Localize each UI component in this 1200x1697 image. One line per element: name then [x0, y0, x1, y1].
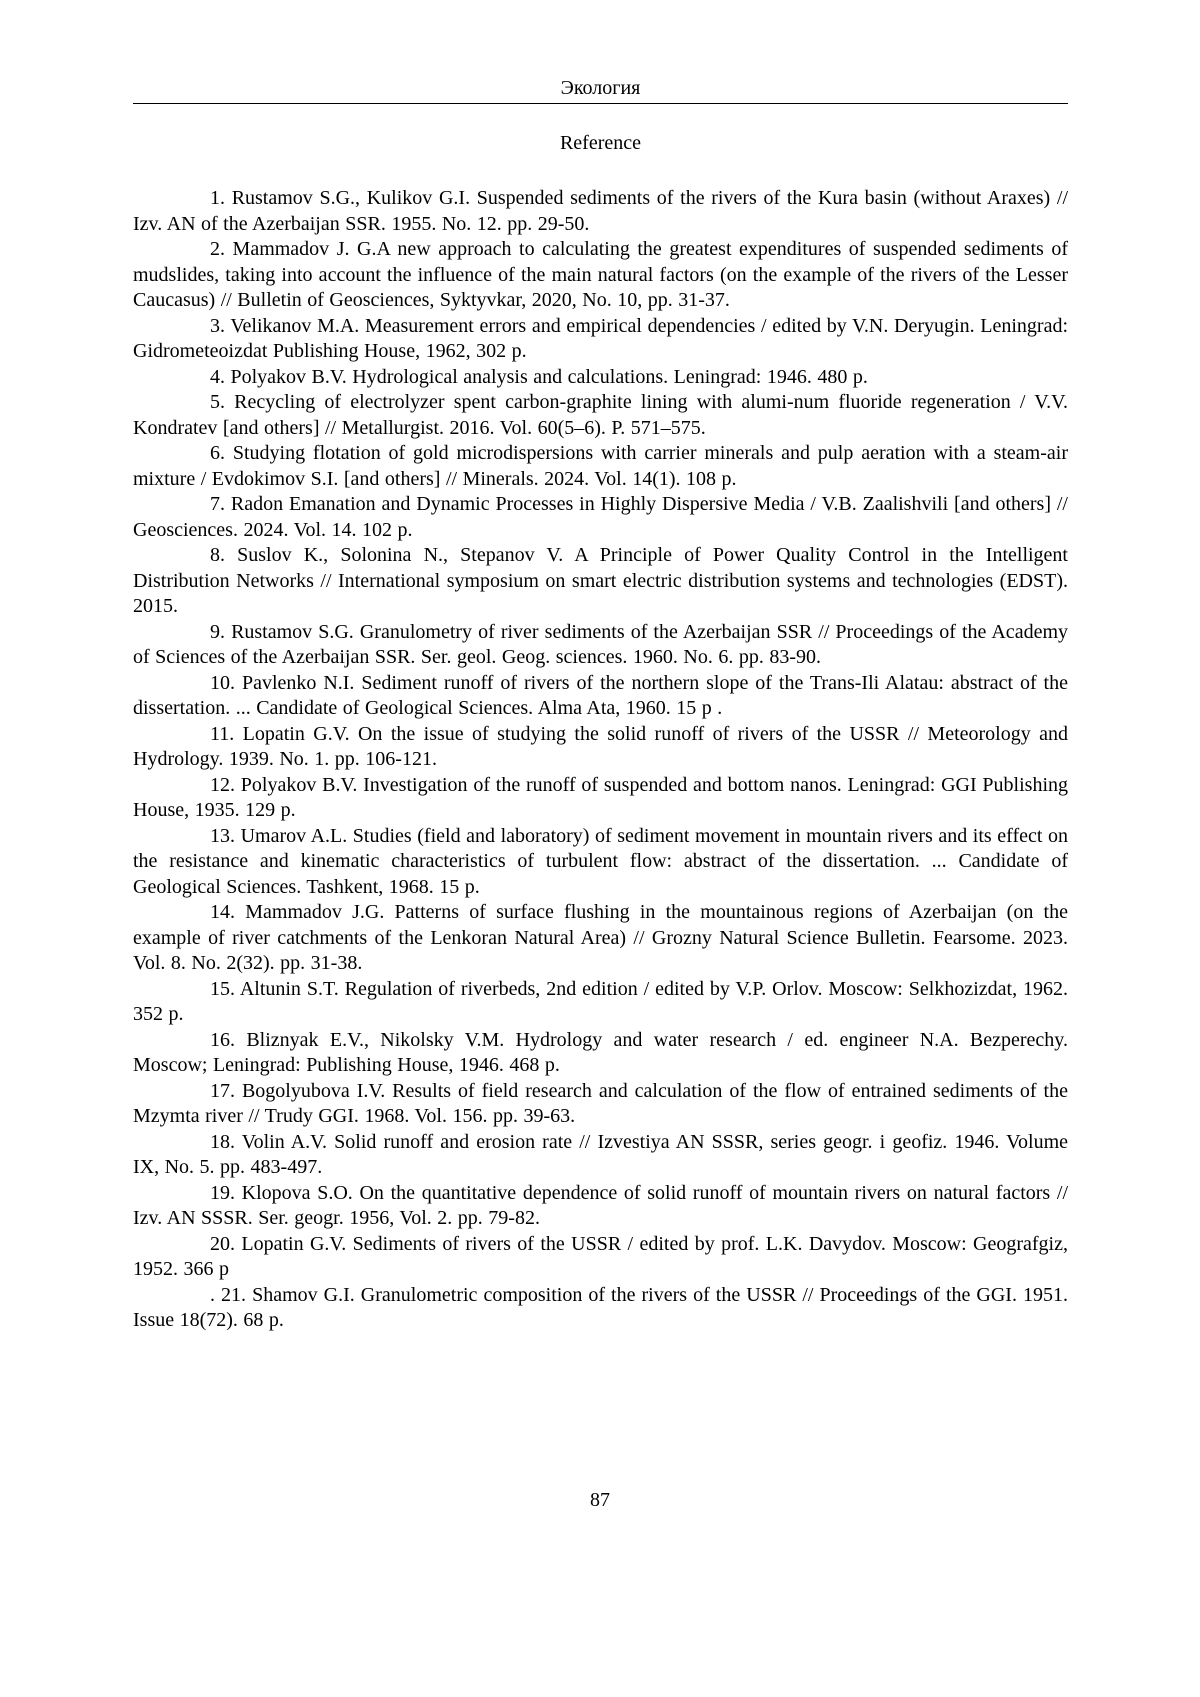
reference-item: 14. Mammadov J.G. Patterns of surface flushing in the mountainous regions of Azerbaijan (on the example of river catchments of the Lenkoran Natural Area) // Grozny Natural Science Bulletin. Fearsome. 2023. Vol. 8. No. 2(32). pp. 31-38.: [133, 901, 1068, 974]
references-list: [133, 186, 1068, 1334]
page-content: [133, 76, 1068, 1334]
reference-item: 6. Studying flotation of gold microdispersions with carrier minerals and pulp aeration with a steam-air mixture / Evdokimov S.I. [and others] // Minerals. 2024. Vol. 14(1). 108 p.: [133, 442, 1068, 490]
reference-item: 11. Lopatin G.V. On the issue of studying the solid runoff of rivers of the USSR // Meteorology and Hydrology. 1939. No. 1. pp. 106-121.: [133, 722, 1068, 770]
reference-item: 13. Umarov A.L. Studies (field and laboratory) of sediment movement in mountain rivers and its effect on the resistance and kinematic characteristics of turbulent flow: abstract of the dissertation. ... Candidate of Geological Sciences. Tashkent, 1968. 15 p.: [133, 824, 1068, 898]
reference-item: 20. Lopatin G.V. Sediments of rivers of the USSR / edited by prof. L.K. Davydov. Moscow: Geografgiz, 1952. 366 p: [133, 1232, 1068, 1280]
reference-item: 16. Bliznyak E.V., Nikolsky V.M. Hydrology and water research / ed. engineer N.A. Bezperechy. Moscow; Leningrad: Publishing House, 1946. 468 p.: [133, 1028, 1068, 1076]
reference-item: 9. Rustamov S.G. Granulometry of river sediments of the Azerbaijan SSR // Proceedings of the Academy of Sciences of the Azerbaijan SSR. Ser. geol. Geog. sciences. 1960. No. 6. pp. 83-90.: [133, 620, 1068, 668]
reference-item: 12. Polyakov B.V. Investigation of the runoff of suspended and bottom nanos. Leningrad: GGI Publishing House, 1935. 129 p.: [133, 773, 1068, 821]
reference-item: 2. Mammadov J. G.A new approach to calculating the greatest expenditures of suspended sediments of mudslides, taking into account the influence of the main natural factors (on the example of the rivers of the Lesser Caucasus) // Bulletin of Geosciences, Syktyvkar, 2020, No. 10, pp. 31-37.: [133, 238, 1068, 311]
reference-item: 19. Klopova S.O. On the quantitative dependence of solid runoff of mountain rivers on natural factors // Izv. AN SSSR. Ser. geogr. 1956, Vol. 2. pp. 79-82.: [133, 1181, 1068, 1229]
reference-item: 4. Polyakov B.V. Hydrological analysis and calculations. Leningrad: 1946. 480 p.: [210, 365, 868, 388]
reference-item: 1. Rustamov S.G., Kulikov G.I. Suspended sediments of the rivers of the Kura basin (without Araxes) // Izv. AN of the Azerbaijan SSR. 1955. No. 12. pp. 29-50.: [133, 187, 1068, 235]
section-title: Reference: [559, 132, 642, 154]
reference-item: 7. Radon Emanation and Dynamic Processes in Highly Dispersive Media / V.B. Zaalishvili [and others] // Geosciences. 2024. Vol. 14. 102 p.: [133, 493, 1068, 541]
reference-item: . 21. Shamov G.I. Granulometric composition of the rivers of the USSR // Proceedings of the GGI. 1951. Issue 18(72). 68 p.: [133, 1283, 1068, 1331]
page-number: 87: [590, 1489, 610, 1511]
reference-item: 8. Suslov K., Solonina N., Stepanov V. A Principle of Power Quality Control in the Intelligent Distribution Networks // International symposium on smart electric distribution systems and technologies (EDST). 2015.: [133, 544, 1068, 617]
reference-item: 5. Recycling of electrolyzer spent carbon-graphite lining with alumi-num fluoride regeneration / V.V. Kondratev [and others] // Metallurgist. 2016. Vol. 60(5–6). P. 571–575.: [133, 391, 1068, 439]
running-head: Экология: [560, 77, 641, 99]
reference-item: 10. Pavlenko N.I. Sediment runoff of rivers of the northern slope of the Trans-Ili Alatau: abstract of the dissertation. ... Candidate of Geological Sciences. Alma Ata, 1960. 15 p .: [133, 671, 1068, 719]
reference-item: 15. Altunin S.T. Regulation of riverbeds, 2nd edition / edited by V.P. Orlov. Moscow: Selkhozizdat, 1962. 352 p.: [133, 977, 1068, 1025]
reference-item: 3. Velikanov M.A. Measurement errors and empirical dependencies / edited by V.N. Deryugin. Leningrad: Gidrometeoizdat Publishing House, 1962, 302 p.: [133, 314, 1068, 362]
header-rule: [133, 103, 1068, 104]
reference-item: 18. Volin A.V. Solid runoff and erosion rate // Izvestiya AN SSSR, series geogr. i geofiz. 1946. Volume IX, No. 5. pp. 483-497.: [133, 1130, 1068, 1178]
reference-item: 17. Bogolyubova I.V. Results of field research and calculation of the flow of entrained sediments of the Mzymta river // Trudy GGI. 1968. Vol. 156. pp. 39-63.: [133, 1079, 1068, 1127]
